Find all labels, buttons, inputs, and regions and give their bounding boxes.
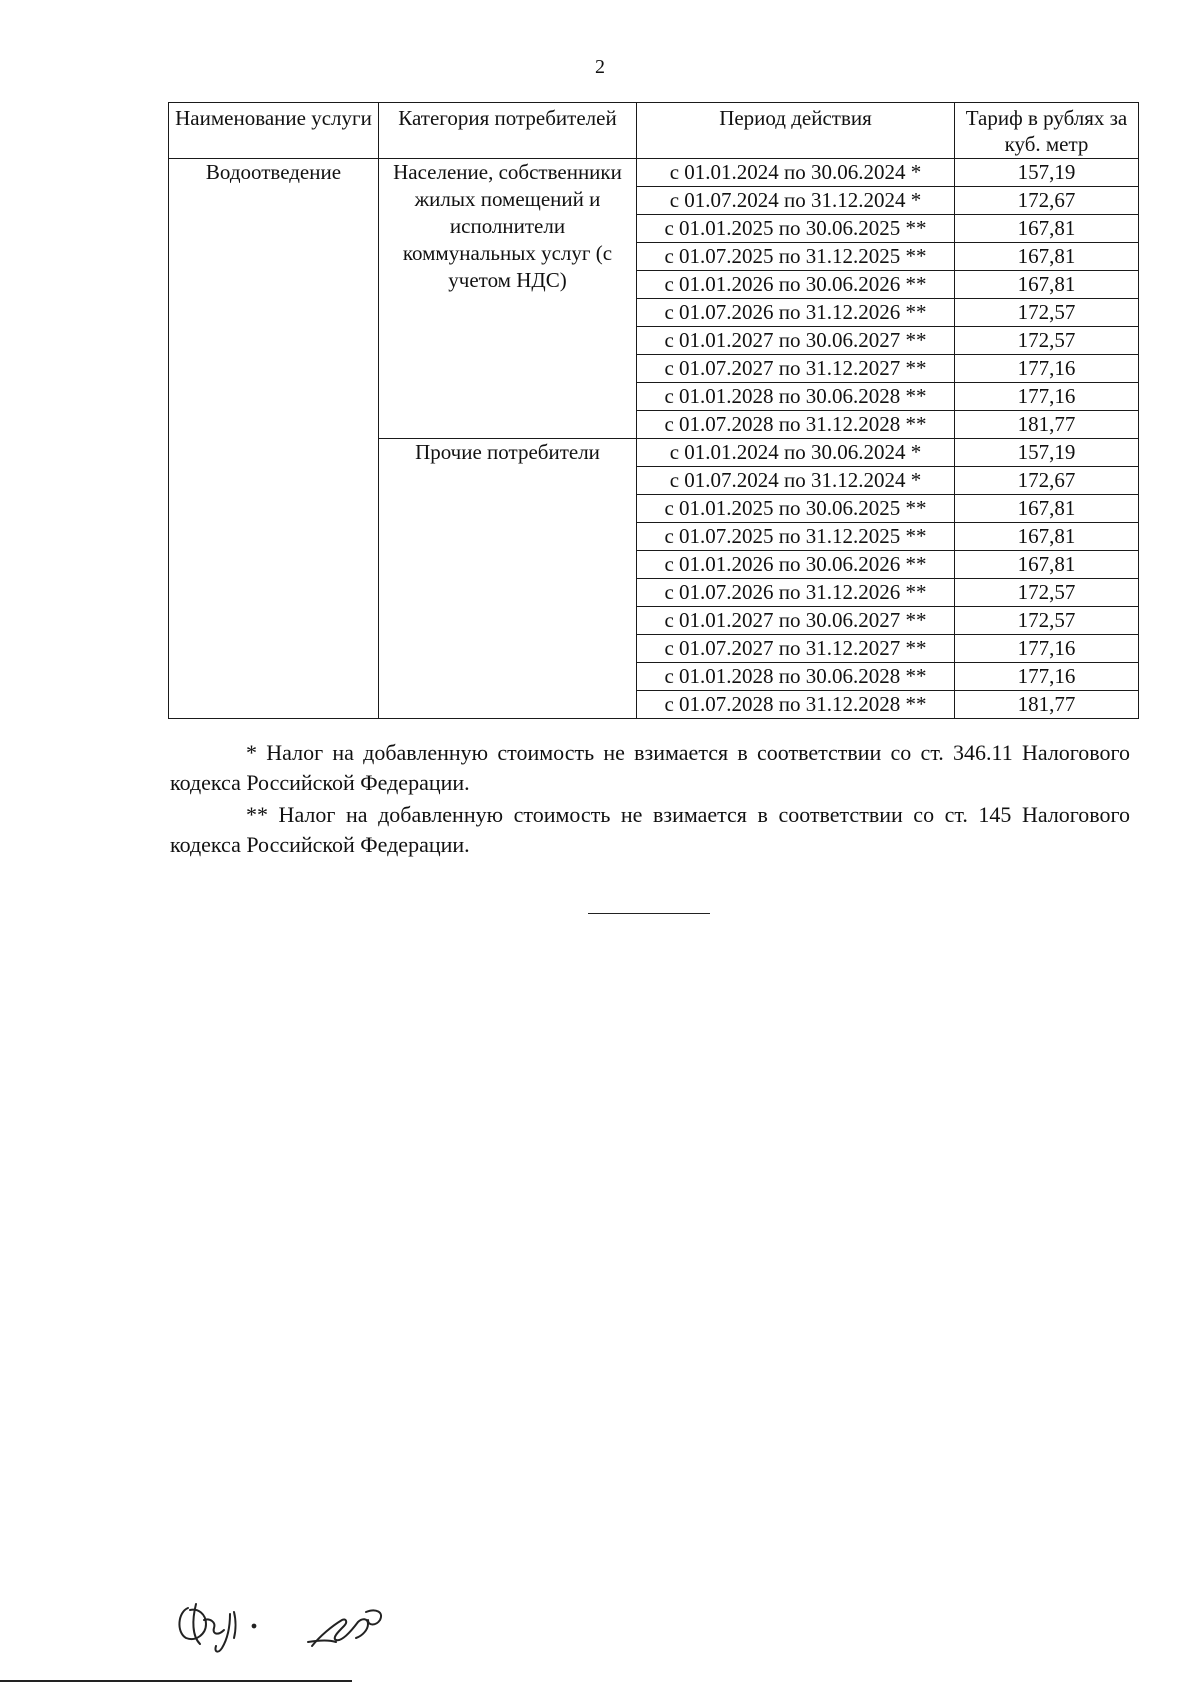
tariff-cell: 181,77 [955,411,1139,439]
period-cell: с 01.07.2026 по 31.12.2026 ** [637,579,955,607]
footnote-double-asterisk: ** Налог на добавленную стоимость не взимается в соответствии со ст. 145 Налогового кодекса Российской Федерации. [170,802,1130,857]
bottom-rule [0,1680,352,1682]
period-cell: с 01.01.2028 по 30.06.2028 ** [637,663,955,691]
period-cell: с 01.07.2028 по 31.12.2028 ** [637,691,955,719]
table-row [169,159,1139,187]
period-cell: с 01.01.2024 по 30.06.2024 * [637,159,955,187]
tariff-cell: 167,81 [955,495,1139,523]
period-cell: с 01.07.2025 по 31.12.2025 ** [637,243,955,271]
tariff-cell: 167,81 [955,215,1139,243]
header-period: Период действия [637,103,955,159]
tariff-cell: 181,77 [955,691,1139,719]
period-cell: с 01.01.2025 по 30.06.2025 ** [637,215,955,243]
tariff-table [168,102,1139,719]
end-divider [588,913,710,914]
tariff-cell: 167,81 [955,551,1139,579]
footnotes [170,738,1130,862]
period-cell: с 01.01.2026 по 30.06.2026 ** [637,271,955,299]
handwritten-signature [170,1590,420,1660]
tariff-cell: 167,81 [955,271,1139,299]
tariff-cell: 172,57 [955,299,1139,327]
header-category: Категория потребителей [379,103,637,159]
tariff-cell: 177,16 [955,663,1139,691]
period-cell: с 01.01.2025 по 30.06.2025 ** [637,495,955,523]
period-cell: с 01.07.2024 по 31.12.2024 * [637,467,955,495]
tariff-cell: 167,81 [955,243,1139,271]
tariff-cell: 172,57 [955,579,1139,607]
tariff-cell: 172,57 [955,607,1139,635]
service-name: Водоотведение [169,159,379,719]
tariff-cell: 177,16 [955,355,1139,383]
period-cell: с 01.07.2024 по 31.12.2024 * [637,187,955,215]
period-cell: с 01.07.2025 по 31.12.2025 ** [637,523,955,551]
category-other: Прочие потребители [379,439,637,719]
tariff-cell: 167,81 [955,523,1139,551]
period-cell: с 01.07.2026 по 31.12.2026 ** [637,299,955,327]
period-cell: с 01.01.2027 по 30.06.2027 ** [637,607,955,635]
header-tariff: Тариф в рублях за куб. метр [955,103,1139,159]
header-service: Наименование услуги [169,103,379,159]
tariff-cell: 157,19 [955,159,1139,187]
page-number: 2 [595,56,605,78]
period-cell: с 01.01.2024 по 30.06.2024 * [637,439,955,467]
tariff-cell: 172,67 [955,467,1139,495]
footnote-single-asterisk: * Налог на добавленную стоимость не взимается в соответствии со ст. 346.11 Налогового кодекса Российской Федерации. [170,740,1130,795]
tariff-cell: 177,16 [955,383,1139,411]
period-cell: с 01.07.2028 по 31.12.2028 ** [637,411,955,439]
period-cell: с 01.01.2026 по 30.06.2026 ** [637,551,955,579]
tariff-cell: 172,57 [955,327,1139,355]
table-header-row [169,103,1139,159]
period-cell: с 01.01.2028 по 30.06.2028 ** [637,383,955,411]
category-population: Население, собственники жилых помещений и исполнители коммунальных услуг (с учетом НДС) [379,159,637,439]
tariff-cell: 177,16 [955,635,1139,663]
tariff-cell: 157,19 [955,439,1139,467]
period-cell: с 01.07.2027 по 31.12.2027 ** [637,635,955,663]
tariff-cell: 172,67 [955,187,1139,215]
period-cell: с 01.01.2027 по 30.06.2027 ** [637,327,955,355]
period-cell: с 01.07.2027 по 31.12.2027 ** [637,355,955,383]
